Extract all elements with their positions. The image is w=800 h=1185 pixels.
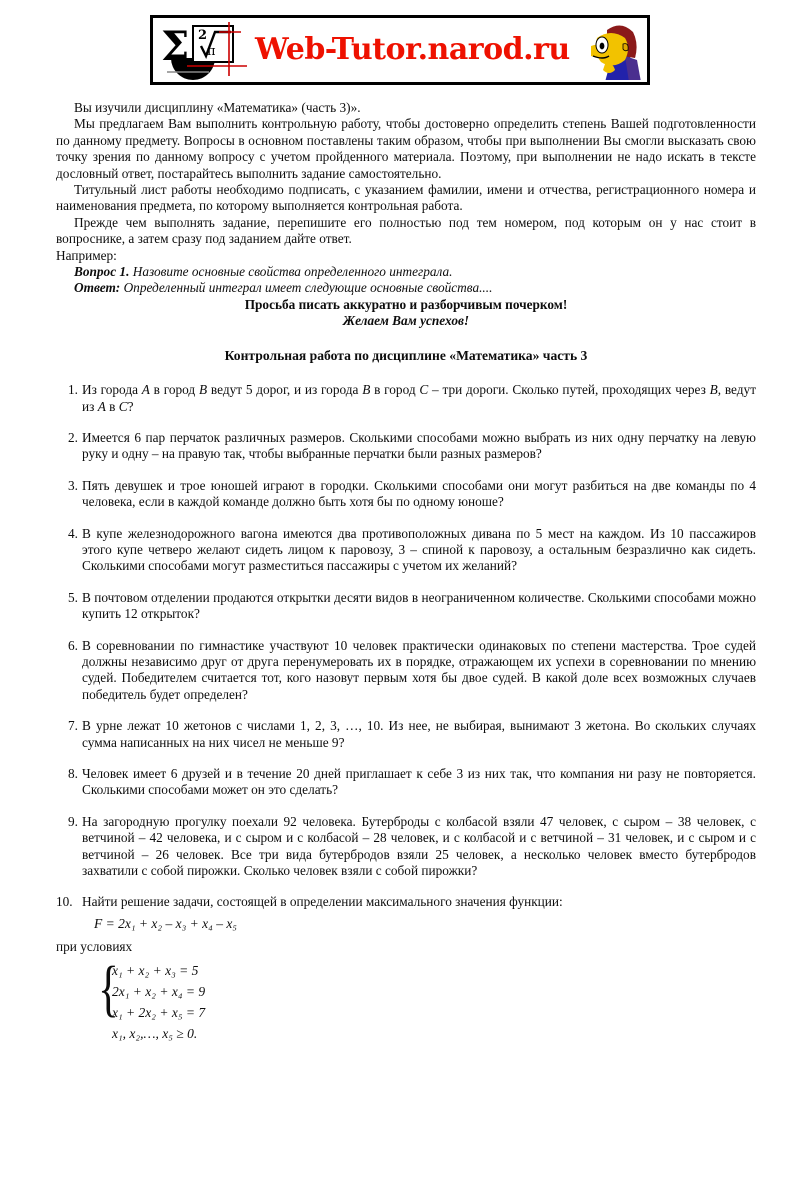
intro-line-1: Вы изучили дисциплину «Математика» (часть 3)».: [74, 100, 361, 115]
objective-function: F = 2x₁ + x₂ – x₃ + x₄ – x₅: [94, 915, 238, 931]
question-item-1: [56, 382, 756, 415]
sigma-sqrt-pi-logo-icon: [157, 20, 253, 80]
question-number: 8.: [68, 766, 78, 781]
question-text-b: в город: [149, 382, 199, 398]
question-number: 5.: [68, 589, 78, 605]
example-label: Например:: [56, 247, 117, 263]
question-item-7: [56, 718, 756, 751]
question-text-d: в город: [370, 382, 420, 398]
question-number: 7.: [68, 718, 78, 734]
question-text: В соревновании по гимнастике участвуют 10 человек практически одинаковых по степени мастерства. Трое судей должны независимо друг от друга перенумеровать их в порядке, отражающем их успехи в соревновании по мнению судей. Победителем считается тот, кого назовут первым хотя бы двое судей. В какой доле всех возможных случаев победитель будет определен?: [82, 637, 756, 702]
site-banner-inner: [155, 20, 645, 80]
question-item-3: [56, 478, 756, 511]
question-number: 3.: [68, 477, 78, 493]
equation-4: x₁, x₂,…, x₅ ≥ 0.: [112, 1025, 198, 1041]
cartoon-tutor-mascot-icon: [585, 20, 643, 80]
example-answer-text: Определенный интеграл имеет следующие основные свойства....: [123, 280, 493, 296]
equation-3: x₁ + 2x₂ + x₅ = 7: [112, 1004, 206, 1020]
question-number: 2.: [68, 429, 78, 445]
conditions-label: при условиях: [56, 939, 133, 955]
question-text-f: , ведут из: [82, 382, 757, 414]
question-text-g: в: [105, 398, 119, 414]
example-answer-line: [56, 280, 756, 296]
variable-c: C: [419, 382, 429, 398]
question-item-10: [56, 894, 756, 1043]
question-number: 6.: [68, 637, 78, 653]
variable-a2: A: [97, 398, 106, 414]
intro-paragraph-2: Титульный лист работы необходимо подписать, с указанием фамилии, имени и отчества, регистрационного номера и наименования предмета, по которому выполняется контрольная работа.: [56, 182, 756, 214]
question-item-2: [56, 430, 756, 463]
question-text: На загородную прогулку поехали 92 человека. Бутерброды с колбасой взяли 47 человек, с сыром – 38 человек, с ветчиной – 42 человека, и с сыром и с колбасой – 28 человек, и с колбасой и с ветчиной – 31 человек, и с сыром и с ветчиной – 26 человек. Все три вида бутербродов взяли 25 человек, а несколько человек вместо бутербродов захватили с собой пирожки. Сколько человек взяли с собой пирожки?: [82, 813, 756, 879]
page-title: Контрольная работа по дисциплине «Математика» часть 3: [224, 347, 588, 363]
question-text: Человек имеет 6 друзей и в течение 20 дней приглашает к себе 3 из них так, что компания ни разу не повторяется. Сколькими способами может он это сделать?: [82, 766, 756, 798]
question-text-e: – три дороги. Сколько путей, проходящих через: [428, 382, 710, 398]
intro-paragraph-3: Прежде чем выполнять задание, перепишите его полностью под тем номером, под которым он у нас стоит в вопроснике, а затем сразу под заданием дайте ответ.: [56, 214, 756, 247]
variable-a: A: [141, 382, 150, 398]
question-item-9: [56, 814, 756, 880]
question-text: Из города: [82, 382, 142, 398]
site-banner: [150, 15, 650, 85]
svg-text:Σ: Σ: [161, 23, 190, 70]
question-text: Пять девушек и трое юношей играют в городки. Сколькими способами они могут разбиться на две команды по 4 человека, если в каждой команде должно быть хотя бы по одному юноше?: [82, 477, 756, 510]
question-number: 4.: [68, 525, 78, 541]
equation-system: [98, 954, 332, 1044]
equation-2: 2x₁ + x₂ + x₄ = 9: [112, 983, 206, 999]
example-question-text: Назовите основные свойства определенного интеграла.: [132, 264, 453, 280]
document-body: [56, 100, 756, 1059]
variable-b2: B: [362, 382, 371, 398]
example-answer-label: Ответ:: [74, 280, 121, 296]
question-item-5: [56, 590, 756, 623]
variable-c2: C: [118, 398, 128, 414]
equation-1: x₁ + x₂ + x₃ = 5: [112, 962, 199, 978]
left-brace-icon: {: [98, 954, 119, 1023]
svg-text:π: π: [207, 44, 216, 59]
question-item-4: [56, 526, 756, 575]
variable-b: B: [198, 382, 208, 398]
svg-text:2: 2: [198, 28, 208, 43]
question-text: Найти решение задачи, состоящей в определении максимального значения функции:: [82, 894, 563, 910]
example-question-label: Вопрос 1.: [74, 264, 130, 280]
example-question-line: [56, 264, 756, 280]
good-luck-wish: Желаем Вам успехов!: [342, 313, 470, 329]
question-item-8: [56, 766, 756, 799]
question-text-h: ?: [127, 398, 134, 414]
question-text: В урне лежат 10 жетонов с числами 1, 2, 3, …, 10. Из нее, не выбирая, вынимают 3 жетона. Во скольких случаях сумма написанных на них чисел не меньше 9?: [82, 718, 756, 750]
question-number: 9.: [68, 813, 78, 829]
question-text: Имеется 6 пар перчаток различных размеров. Сколькими способами можно выбрать из них одну перчатку на левую руку и одну – на правую так, чтобы выбранные перчатки были разных размеров?: [82, 429, 756, 462]
question-text-c: ведут 5 дорог, и из города: [207, 382, 363, 398]
question-number: 10.: [56, 894, 73, 910]
variable-b3: B: [709, 382, 718, 398]
brand-title: Web-Tutor.narod.ru: [255, 32, 570, 67]
question-item-6: [56, 638, 756, 704]
question-number: 1.: [68, 382, 78, 398]
question-text: В купе железнодорожного вагона имеются два противоположных дивана по 5 мест на каждом. Из 10 пассажиров этого купе четверо желают сидеть лицом к паровозу, 3 – спиной к паровозу, а остальным безразлично как сидеть. Сколькими способами могут разместиться пассажиры с учетом их желаний?: [82, 525, 756, 574]
question-text: В почтовом отделении продаются открытки десяти видов в неограниченном количестве. Сколькими способами можно купить 12 открыток?: [82, 589, 756, 622]
handwriting-plea: Просьба писать аккуратно и разборчивым почерком!: [244, 296, 568, 312]
intro-paragraph-1: Мы предлагаем Вам выполнить контрольную работу, чтобы достоверно определить степень Вашей подготовленности по данному предмету. Вопросы в основном поставлены таким образом, чтобы при выполнении Вы смогли высказать свою точку зрения по данному вопросу с учетом пройденного материала. Поэтому, при выполнении не надо искать в тексте дословный ответ, постарайтесь выполнить задание самостоятельно.: [56, 116, 756, 181]
question-list: [56, 382, 756, 1044]
